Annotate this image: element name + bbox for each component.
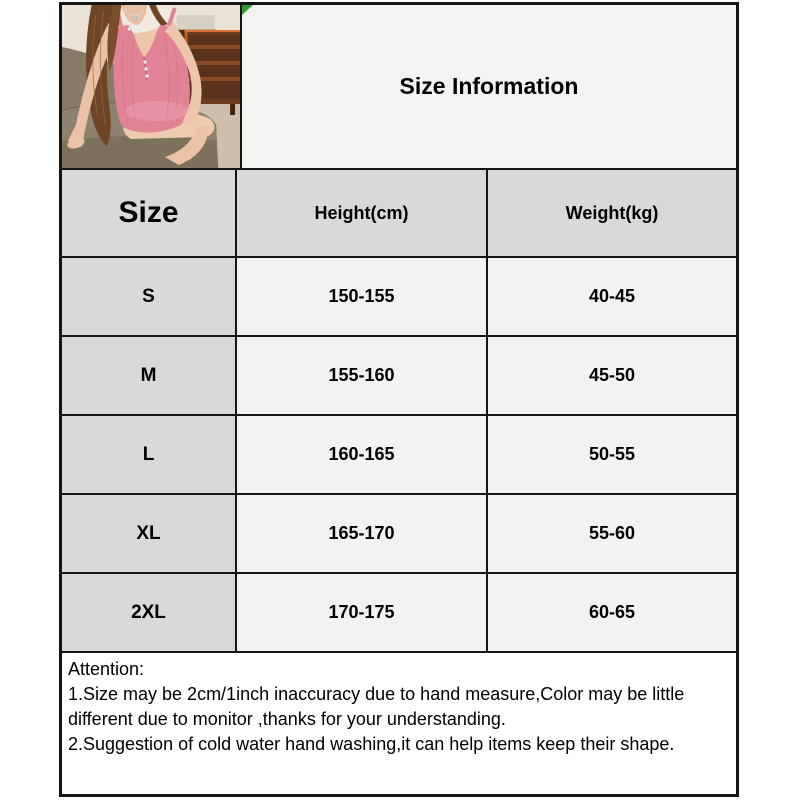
size-chart-sheet — [59, 2, 739, 797]
row-2xl-weight: 60-65 — [488, 574, 736, 653]
column-header-height: Height(cm) — [237, 170, 488, 258]
product-photo — [62, 5, 242, 168]
product-photo-illustration — [62, 5, 240, 168]
row-m-height: 155-160 — [237, 337, 488, 416]
attention-note-2: 2.Suggestion of cold water hand washing,it can help items keep their shape. — [68, 734, 675, 754]
cell-corner-flag-icon — [242, 5, 253, 15]
row-s-weight: 40-45 — [488, 258, 736, 337]
row-l-weight: 50-55 — [488, 416, 736, 495]
row-xl-height: 165-170 — [237, 495, 488, 574]
row-2xl-height: 170-175 — [237, 574, 488, 653]
row-l-size: L — [62, 416, 237, 495]
row-2xl-size: 2XL — [62, 574, 237, 653]
page-title: Size Information — [399, 73, 579, 99]
attention-title: Attention: — [68, 659, 145, 679]
attention-box — [62, 653, 736, 794]
row-xl-weight: 55-60 — [488, 495, 736, 574]
row-xl-size: XL — [62, 495, 237, 574]
top-section — [62, 5, 736, 170]
size-table — [62, 170, 736, 653]
row-s-height: 150-155 — [237, 258, 488, 337]
row-s-size: S — [62, 258, 237, 337]
column-header-size: Size — [62, 170, 237, 258]
title-cell — [242, 5, 736, 168]
row-m-weight: 45-50 — [488, 337, 736, 416]
row-m-size: M — [62, 337, 237, 416]
attention-note-1: 1.Size may be 2cm/1inch inaccuracy due to hand measure,Color may be little different due to monitor ,thanks for your understanding. — [68, 684, 685, 729]
row-l-height: 160-165 — [237, 416, 488, 495]
column-header-weight: Weight(kg) — [488, 170, 736, 258]
